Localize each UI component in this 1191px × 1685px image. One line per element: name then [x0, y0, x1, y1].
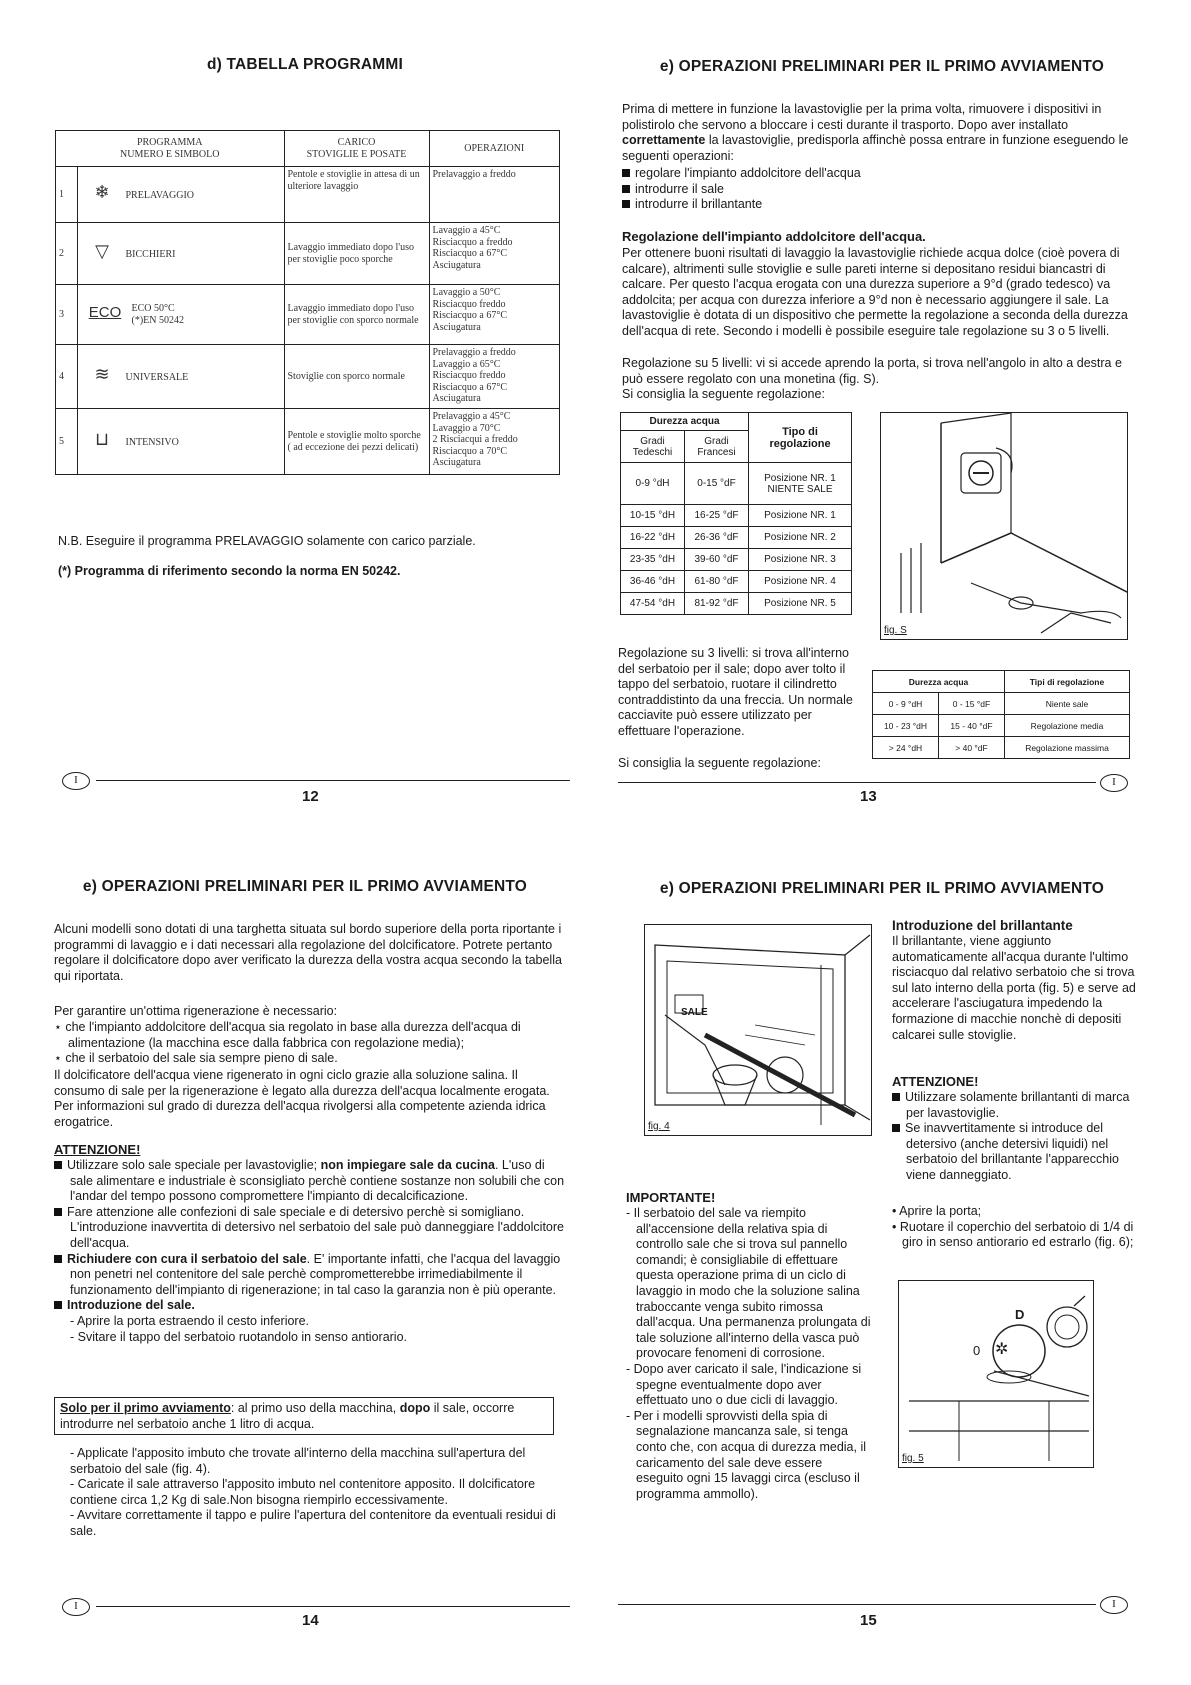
col-programma: PROGRAMMA NUMERO E SIMBOLO: [56, 131, 285, 167]
body-paragraph-2: Regolazione su 5 livelli: vi si accede aprendo la porta, si trova nell'angolo in alto a destra e può essere regolato con una monetina (fig. S).: [622, 356, 1122, 386]
nb-note: N.B. Eseguire il programma PRELAVAGGIO solamente con carico parziale.: [58, 534, 476, 548]
prelavaggio-icon: ❄: [94, 182, 110, 203]
table-row: 16-22 °dH 26-36 °dF Posizione NR. 2: [621, 527, 852, 549]
first-start-box: Solo per il primo avviamento: al primo uso della macchina, dopo il sale, occorre introdurre nel serbatoio anche 1 litro di acqua.: [54, 1397, 554, 1435]
list-item: ⋆ che il serbatoio del sale sia sempre pieno di sale.: [54, 1051, 338, 1066]
list-item: Richiudere con cura il serbatoio del sale. E' importante infatti, che l'acqua del lavaggio non penetri nel contenitore del sale perchè comprometterebbe irrimediabilmente il funzionamento dell'impianto di rigenerazione; in tal caso la garanzia non è più operante.: [54, 1252, 566, 1299]
glasses-icon: ▽: [95, 241, 109, 262]
language-badge: I: [1100, 774, 1128, 792]
sale-label: SALE: [681, 1007, 708, 1018]
regeneration-intro: Per garantire un'ottima rigenerazione è necessario:: [54, 1004, 338, 1018]
table-row: 0-9 °dH 0-15 °dF Posizione NR. 1 NIENTE SALE: [621, 463, 852, 505]
page-15: [612, 870, 1152, 1660]
page-13: [612, 40, 1152, 810]
intro-paragraph: Alcuni modelli sono dotati di una targhetta situata sul bordo superiore della porta riportante i programmi di lavaggio e i dati necessari alla regolazione del dolcificatore. Potrete pertanto regolare il dolcificatore dopo aver verificato la durezza della vostra acqua secondo la tabella qui riportata.: [54, 922, 562, 983]
fig-d-label: D: [1015, 1307, 1025, 1322]
table-row: 47-54 °dH 81-92 °dF Posizione NR. 5: [621, 593, 852, 615]
list-item: Se inavvertitamente si introduce del detersivo (anche detersivi liquidi) nel serbatoio del brillantante l'apparecchio viene danneggiato.: [892, 1121, 1136, 1183]
three-level-paragraph: Regolazione su 3 livelli: si trova all'interno del serbatoio per il sale; dopo aver tolto il tappo del serbatoio, ruotare il cilindretto contraddistinto da una freccia. Un normale cacciavite può essere utilizzato per effettuare l'operazione.: [618, 646, 853, 738]
salt-funnel-drawing: [645, 925, 872, 1136]
table-row: 3 ECO ECO 50°C (*)EN 50242 Lavaggio immediato dopo l'uso per stoviglie con sporco normale Lavaggio a 50°C Risciacquo freddo Risciacquo a 67°C Asciugatura: [56, 285, 560, 345]
table-row: 36-46 °dH 61-80 °dF Posizione NR. 4: [621, 571, 852, 593]
body-paragraph-3: Si consiglia la seguente regolazione:: [622, 387, 825, 401]
page-number: 15: [860, 1612, 877, 1629]
page-15-title: e) OPERAZIONI PRELIMINARI PER IL PRIMO AVVIAMENTO: [659, 880, 1105, 897]
list-item: • Ruotare il coperchio del serbatoio di 1/4 di giro in senso antiorario ed estrarlo (fig. 6);: [892, 1219, 1134, 1250]
table-row: 1 ❄ PRELAVAGGIO Pentole e stoviglie in attesa di un ulteriore lavaggio Prelavaggio a freddo: [56, 167, 560, 223]
page-12-title: d) TABELLA PROGRAMMI: [206, 56, 403, 73]
hardness-table-5: Durezza acqua Tipo di regolazione Gradi Tedeschi Gradi Francesi 0-9 °dH 0-15 °dF Posizione NR. 1 NIENTE SALE 10-15 °dH 16-25 °dF Posizione NR. 1 16-22 °dH 26-36 °dF Posizione NR. 2 23-35 °dH 39-60 °dF Posizione NR. 3 36-46 °dH 61-80 °dF Posizione NR. 4 47-54 °dH 81-92 °dF Posizione NR. 5: [620, 412, 852, 615]
table-row: 23-35 °dH 39-60 °dF Posizione NR. 3: [621, 549, 852, 571]
fig-s-illustration: [880, 412, 1128, 640]
important-list: - Il serbatoio del sale va riempito all'accensione della relativa spia di controllo sale che si trova sul pannello comandi; è consigliabile di effettuare questa operazione prima di un ciclo di lavaggio in modo che la soluzione salina traboccante venga subito rimossa dall'acqua. Una permanenza prolungata di tale soluzione all'interno della vasca può provocare fenomeni di corrosione. - Dopo aver caricato il sale, l'indicazione si spegne eventualmente dopo aver effettuato uno o due cicli di lavaggio. - Per i modelli sprovvisti della spia di segnalazione mancanza sale, si tenga conto che, con acqua di durezza media, il caricamento del sale deve essere eseguito ogni 15 lavaggi circa (escluso il programma ammollo).: [626, 1206, 871, 1501]
list-item: Utilizzare solamente brillantanti di marca per lavastoviglie.: [892, 1090, 1136, 1121]
salt-steps: - Applicate l'apposito imbuto che trovate all'interno della macchina sull'apertura del serbatoio del sale (fig. 4). - Caricate il sale attraverso l'apposito imbuto nel contenitore apposito. Il dolcificatore contiene circa 1,2 Kg di sale.Non bisogna riempirlo eccessivamente. - Avvitare correttamente il tappo e pulire l'apertura del contenitore da eventuali residui di sale.: [70, 1446, 556, 1538]
footer-rule: [618, 1604, 1096, 1605]
regeneration-list: [54, 1020, 564, 1067]
table-row: 10 - 23 °dH 15 - 40 °dF Regolazione media: [873, 715, 1130, 737]
rinse-aid-paragraph: Il brillantante, viene aggiunto automaticamente all'acqua durante l'ultimo risciacquo dal relativo serbatoio che si trova sul lato interno della porta (fig. 5) e serve ad accelerare l'asciugatura impedendo la formazione di macchie nonchè di depositi calcarei sulle stoviglie.: [892, 934, 1136, 1042]
three-level-advice: Si consiglia la seguente regolazione:: [618, 756, 821, 770]
important-heading: IMPORTANTE!: [626, 1190, 716, 1205]
attention-list: [892, 1090, 1136, 1184]
col-operazioni: OPERAZIONI: [429, 131, 560, 167]
page-12: [40, 40, 570, 810]
setup-list: [622, 166, 1142, 213]
attention-list: Utilizzare solo sale speciale per lavastoviglie; non impiegare sale da cucina. L'uso di sale alimentare e industriale è sconsigliato perchè contiene sostanze non solubili che con l'andar del tempo possono compromettere l'impianto di decalcificazione. Fare attenzione alle confezioni di sale speciale e di detersivo perchè si somigliano. L'introduzione inavvertita di detersivo nel serbatoio del sale può danneggiare l'addolcitore dell'acqua. Richiudere con cura il serbatoio del sale. E' importante infatti, che l'acqua del lavaggio non penetri nel contenitore del sale perchè comprometterebbe irrimediabilmente il funzionamento dell'impianto di rigenerazione; in tal caso la garanzia non è più operante. Introduzione del sale. - Aprire la porta estraendo il cesto inferiore. - Svitare il tappo del serbatoio ruotandolo in senso antiorario.: [54, 1158, 566, 1345]
attention-heading: ATTENZIONE!: [892, 1074, 979, 1089]
list-item: introdurre il sale: [622, 182, 1142, 198]
fig-zero-label: 0: [973, 1343, 981, 1358]
asterisk-icon: ✲: [995, 1341, 1009, 1358]
list-item: ⋆ che l'impianto addolcitore dell'acqua sia regolato in base alla durezza dell'acqua di alimentazione (la macchina esce dalla fabbrica con regolazione media);: [54, 1020, 521, 1050]
page-13-title: e) OPERAZIONI PRELIMINARI PER IL PRIMO AVVIAMENTO: [659, 58, 1105, 75]
page-number: 13: [860, 788, 877, 805]
body-paragraph: Per ottenere buoni risultati di lavaggio la lavastoviglie richiede acqua dolce (cioè povera di calcare), altrimenti sulle stoviglie e sulle pareti interne si depositano residui biancastri di calcare. Per questo l'acqua erogata con una durezza superiore a 9°d (grado tedesco) va addolcita; per acqua con durezza inferiore a 9°d non è necessario aggiungere il sale. La lavastoviglie è dotata di un dispositivo che permette la regolazione a seconda della durezza dell'acqua di rete. Secondo i modelli è possibile eseguire tale regolazione su 3 o 5 livelli.: [622, 246, 1128, 338]
rinse-aid-cap-drawing: [899, 1281, 1094, 1468]
body-paragraph: Il dolcificatore dell'acqua viene rigenerato in ogni ciclo grazie alla soluzione salina. Il consumo di sale per la rigenerazione è legato alla durezza dell'acqua localmente erogata. Per informazioni sul grado di durezza dell'acqua rivolgersi alla competente azienda idrica erogatrice.: [54, 1068, 550, 1129]
col-carico: CARICO STOVIGLIE E POSATE: [284, 131, 429, 167]
language-badge: I: [62, 772, 90, 790]
list-item: Introduzione del sale.: [54, 1298, 566, 1314]
page-number: 14: [302, 1612, 319, 1629]
list-item: Fare attenzione alle confezioni di sale speciale e di detersivo perchè si somigliano. L'introduzione inavvertita di detersivo nel serbatoio del sale può danneggiare l'addolcitore dell'acqua.: [54, 1205, 566, 1252]
rinse-aid-heading: Introduzione del brillantante: [892, 918, 1073, 933]
fig-4-illustration: [644, 924, 872, 1136]
programs-table: [55, 130, 560, 475]
pots-icon: ≋: [94, 364, 110, 385]
list-item: Utilizzare solo sale speciale per lavastoviglie; non impiegare sale da cucina. L'uso di sale alimentare e industriale è sconsigliato perchè contiene sostanze non solubili che con l'andar del tempo possono compromettere l'impianto di decalcificazione.: [54, 1158, 566, 1205]
reference-note: (*) Programma di riferimento secondo la norma EN 50242.: [58, 564, 401, 578]
page-14: [40, 870, 570, 1660]
table-row: 5 ⊔ INTENSIVO Pentole e stoviglie molto sporche ( ad eccezione dei pezzi delicati) Prelavaggio a 45°C Lavaggio a 70°C 2 Risciacqui a freddo Risciacquo a 70°C Asciugatura: [56, 409, 560, 475]
language-badge: I: [1100, 1596, 1128, 1614]
rinse-steps: [892, 1204, 1136, 1251]
hardness-table-3: Durezza acqua Tipi di regolazione 0 - 9 °dH 0 - 15 °dF Niente sale 10 - 23 °dH 15 - 40 °dF Regolazione media > 24 °dH > 40 °dF Regolazione massima: [872, 670, 1130, 759]
language-badge: I: [62, 1598, 90, 1616]
footer-rule: [96, 780, 570, 781]
table-row: 4 ≋ UNIVERSALE Stoviglie con sporco normale Prelavaggio a freddo Lavaggio a 65°C Risciacquo freddo Risciacquo a 67°C Asciugatura: [56, 345, 560, 409]
attention-heading: ATTENZIONE!: [54, 1142, 141, 1157]
fig-label: fig. 5: [902, 1453, 924, 1464]
page-number: 12: [302, 788, 319, 805]
intro-paragraph: Prima di mettere in funzione la lavastoviglie per la prima volta, rimuovere i dispositivi in polistirolo che servono a bloccare i cesti durante il trasporto. Dopo aver installato correttamente la lavastoviglie, predisporla affinchè possa entrare in funzione eseguendo le seguenti operazioni:: [622, 102, 1129, 163]
table-row: > 24 °dH > 40 °dF Regolazione massima: [873, 737, 1130, 759]
eco-icon: ECO: [88, 303, 122, 321]
list-item: • Aprire la porta;: [892, 1204, 982, 1218]
fig-5-illustration: [898, 1280, 1094, 1468]
page-14-title: e) OPERAZIONI PRELIMINARI PER IL PRIMO AVVIAMENTO: [82, 878, 528, 895]
table-row: 2 ▽ BICCHIERI Lavaggio immediato dopo l'uso per stoviglie poco sporche Lavaggio a 45°C Risciacquo a freddo Risciacquo a 67°C Asciugatura: [56, 223, 560, 285]
section-heading: Regolazione dell'impianto addolcitore dell'acqua.: [622, 229, 926, 244]
pot-icon: ⊔: [94, 429, 110, 450]
door-corner-drawing: [881, 413, 1128, 640]
fig-label: fig. S: [884, 625, 907, 636]
list-item: introdurre il brillantante: [622, 197, 1142, 213]
fig-label: fig. 4: [648, 1121, 670, 1132]
footer-rule: [96, 1606, 570, 1607]
footer-rule: [618, 782, 1096, 783]
table-row: 10-15 °dH 16-25 °dF Posizione NR. 1: [621, 505, 852, 527]
table-row: 0 - 9 °dH 0 - 15 °dF Niente sale: [873, 693, 1130, 715]
list-item: regolare l'impianto addolcitore dell'acqua: [622, 166, 1142, 182]
